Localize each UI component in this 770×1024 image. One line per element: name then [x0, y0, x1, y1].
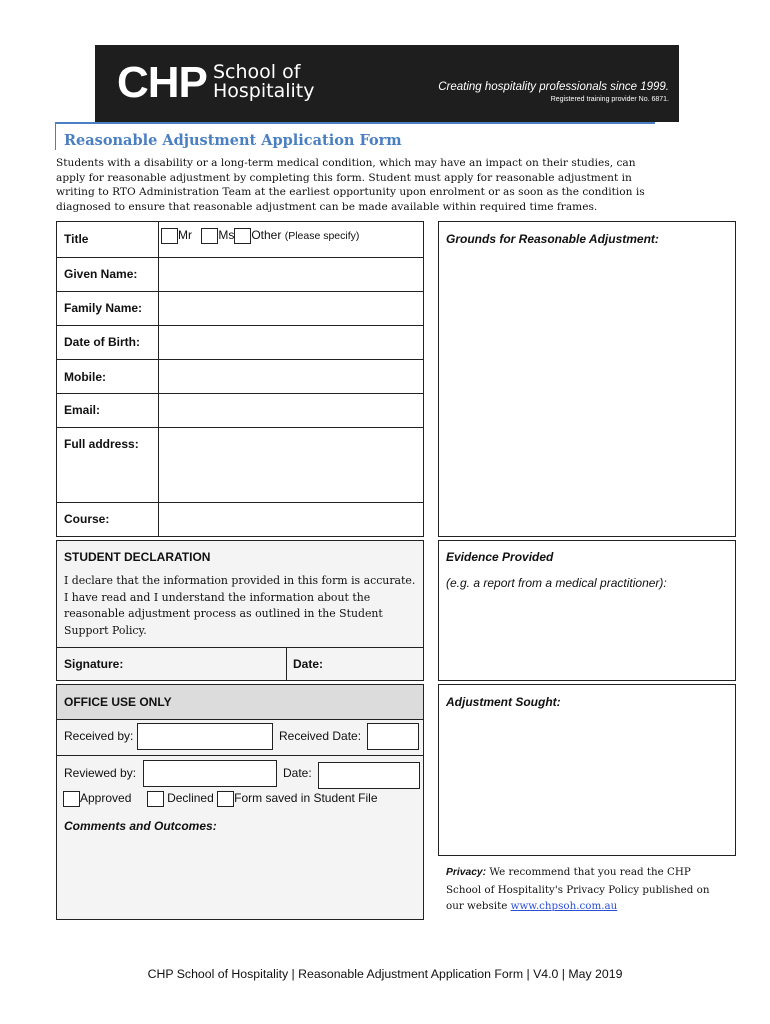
- signature-field[interactable]: [137, 648, 285, 680]
- email-field[interactable]: [159, 394, 423, 427]
- office-status-options: Approved Declined Form saved in Student File: [63, 791, 378, 807]
- reviewed-by-label: Reviewed by:: [64, 766, 137, 780]
- email-label: Email:: [64, 403, 101, 417]
- office-use-box: [56, 684, 424, 920]
- office-heading: OFFICE USE ONLY: [64, 695, 172, 709]
- course-label: Course:: [64, 512, 110, 526]
- course-field[interactable]: [159, 503, 423, 536]
- dob-label: Date of Birth:: [64, 335, 140, 349]
- evidence-hint: (e.g. a report from a medical practitioner):: [446, 576, 667, 590]
- adjustment-sought-box[interactable]: [438, 684, 736, 856]
- grounds-box[interactable]: [438, 221, 736, 537]
- reviewed-date-field[interactable]: [318, 762, 420, 789]
- comments-field[interactable]: [58, 837, 422, 919]
- reviewed-by-field[interactable]: [143, 760, 277, 787]
- received-by-label: Received by:: [64, 729, 134, 743]
- family-name-field[interactable]: [159, 292, 423, 325]
- grounds-label: Grounds for Reasonable Adjustment:: [446, 232, 659, 246]
- reviewed-date-label: Date:: [283, 766, 312, 780]
- declaration-heading: STUDENT DECLARATION: [64, 550, 211, 564]
- checkbox-approved[interactable]: [63, 791, 80, 807]
- website-link[interactable]: www.chpsoh.com.au: [510, 900, 618, 912]
- student-declaration: [56, 540, 424, 681]
- checkbox-form-saved[interactable]: [217, 791, 234, 807]
- intro-text: Students with a disability or a long-term medical condition, which may have an impact on their studies, can apply for reasonable adjustment by completing this form. Student must apply for reasonable adjustment in writing to RTO Administration Team at the earliest opportunity upon enrolment or as soon as the condition is diagnosed to ensure that reasonable adjustment can be made available within required time frames.: [56, 157, 645, 213]
- form-title-bar: [55, 122, 655, 150]
- row-divider: [57, 719, 423, 720]
- row-divider: [57, 755, 423, 756]
- signature-divider: [286, 647, 287, 680]
- given-name-label: Given Name:: [64, 267, 138, 281]
- checkbox-declined[interactable]: [147, 791, 164, 807]
- privacy-note: [446, 864, 726, 915]
- declaration-text: I declare that the information provided in this form is accurate. I have read and I understand the information about the reasonable adjustment process as outlined in the Student Support Policy.: [64, 574, 416, 638]
- signature-label: Signature:: [64, 657, 124, 671]
- personal-details-table: [56, 221, 424, 537]
- tagline: Creating hospitality professionals since 1999.: [438, 81, 669, 93]
- title-options: Mr Ms Other (Please specify): [161, 228, 359, 244]
- family-name-label: Family Name:: [64, 301, 143, 315]
- title-label: Title: [64, 232, 89, 246]
- given-name-field[interactable]: [159, 258, 423, 291]
- checkbox-other[interactable]: [234, 228, 251, 244]
- logo-school-name: School of Hospitality: [213, 61, 315, 102]
- provider-number: Registered training provider No. 6871.: [550, 96, 669, 103]
- checkbox-mr[interactable]: [161, 228, 178, 244]
- mobile-field[interactable]: [159, 360, 423, 393]
- received-by-field[interactable]: [137, 723, 273, 750]
- mobile-label: Mobile:: [64, 370, 106, 384]
- evidence-box[interactable]: [438, 540, 736, 681]
- header-banner: [95, 45, 679, 122]
- received-date-field[interactable]: [367, 723, 419, 750]
- address-field[interactable]: [159, 428, 423, 502]
- privacy-text: We recommend that you read the CHP School of Hospitality's Privacy Policy published on our website: [446, 866, 710, 912]
- address-label: Full address:: [64, 437, 139, 451]
- received-date-label: Received Date:: [279, 729, 362, 743]
- evidence-heading: Evidence Provided: [446, 550, 554, 564]
- adjustment-sought-label: Adjustment Sought:: [446, 695, 561, 709]
- privacy-label: Privacy:: [446, 867, 487, 878]
- checkbox-ms[interactable]: [201, 228, 218, 244]
- dob-field[interactable]: [159, 326, 423, 359]
- logo-chp: CHP: [117, 58, 207, 107]
- comments-label: Comments and Outcomes:: [64, 819, 217, 833]
- declaration-date-label: Date:: [293, 657, 324, 671]
- page-footer: CHP School of Hospitality | Reasonable Adjustment Application Form | V4.0 | May 2019: [147, 967, 623, 981]
- declaration-date-field[interactable]: [329, 648, 423, 680]
- form-title: Reasonable Adjustment Application Form: [64, 132, 402, 149]
